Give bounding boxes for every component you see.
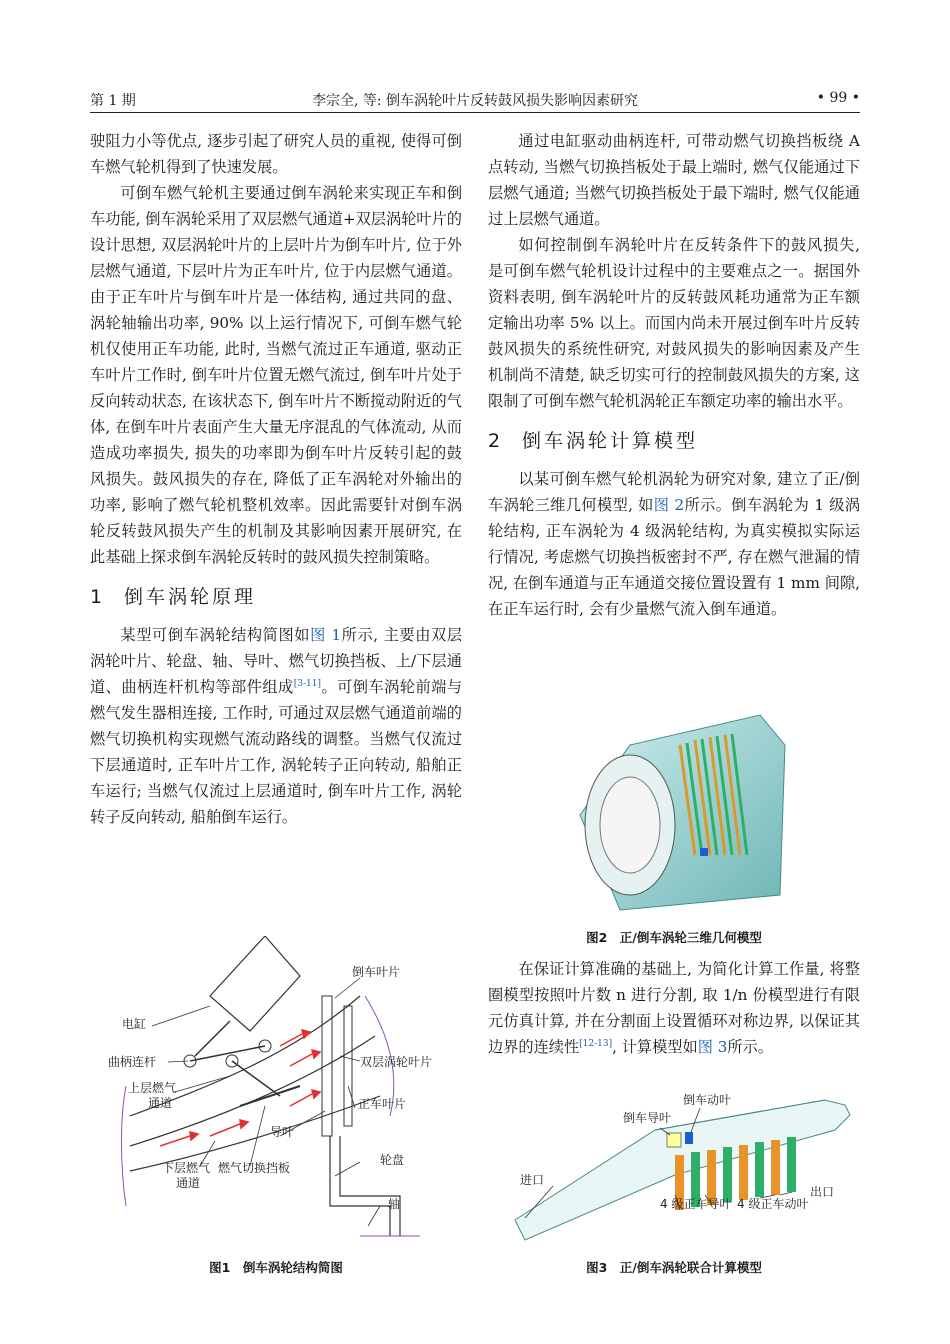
label-upper-channel-2: 通道 — [148, 1096, 173, 1110]
paragraph: 在保证计算准确的基础上, 为简化计算工作量, 将整圈模型按照叶片数 n 进行分割, 取 1/n 份模型进行有限元仿真计算, 并在分割面上设置循环对称边界, 以保证其边界的连续性[12-13], 计算模型如图 3所示。 — [488, 960, 860, 1056]
left-column — [90, 128, 462, 830]
label-inlet: 进口 — [520, 1173, 545, 1187]
label-actuator: 电缸 — [122, 1017, 147, 1031]
running-header — [90, 88, 860, 113]
citation-link[interactable]: [12-13] — [579, 1038, 613, 1049]
label-dual-blade: 双层涡轮叶片 — [360, 1055, 433, 1069]
figure-3-caption: 图3 正/倒车涡轮联合计算模型 — [586, 1260, 762, 1275]
right-column — [488, 128, 860, 622]
paragraph: 以某可倒车燃气轮机涡轮为研究对象, 建立了正/倒车涡轮三维几何模型, 如图 2所示。倒车涡轮为 1 级涡轮结构, 正车涡轮为 4 级涡轮结构, 为真实模拟实际运行情况, 考虑燃气切换挡板密封不严, 存在燃气泄漏的情况, 在倒车通道与正车通道交接位置设置有 1 mm 间隙, 在正车运行时, 会有少量燃气流入倒车通道。 — [488, 470, 860, 618]
label-lower-channel-2: 通道 — [176, 1176, 201, 1190]
label-shaft: 轴 — [388, 1197, 401, 1211]
label-crank: 曲柄连杆 — [108, 1055, 157, 1069]
running-title: 李宗全, 等: 倒车涡轮叶片反转鼓风损失影响因素研究 — [311, 93, 639, 109]
label-fwd-rotors: 4 级正车动叶 — [737, 1197, 809, 1211]
section-heading-2 — [488, 428, 860, 454]
figure-3-diagram — [505, 1090, 860, 1250]
issue-number: 第 1 期 — [90, 93, 136, 109]
label-reverse-blade: 倒车叶片 — [352, 965, 401, 979]
section-heading-1 — [90, 584, 462, 610]
figure-1-caption: 图1 倒车涡轮结构简图 — [209, 1260, 343, 1275]
citation-link[interactable]: [3-11] — [293, 678, 321, 689]
label-reverse-rotor: 倒车动叶 — [683, 1093, 732, 1107]
paragraph: 可倒车燃气轮机主要通过倒车涡轮来实现正车和倒车功能, 倒车涡轮采用了双层燃气通道+双层涡轮叶片的设计思想, 双层涡轮叶片的上层叶片为倒车叶片, 位于外层燃气通道, 下层叶片为正车叶片, 位于内层燃气通道。由于正车叶片与倒车叶片是一体结构, 通过共同的盘、涡轮轴输出功率, 90% 以上运行情况下, 可倒车燃气轮机仅使用正车功能, 此时, 当燃气流过正车通道, 驱动正车叶片工作时, 倒车叶片位置无燃气流过, 倒车叶片处于反向转动状态, 在该状态下, 倒车叶片不断搅动附近的气体, 在倒车叶片表面产生大量无序混乱的气体流动, 从而造成功率损失, 损失的功率即为倒车叶片反转引起的鼓风损失。鼓风损失的存在, 降低了正车涡轮对外输出的功率, 影响了燃气轮机整机效率。因此需要针对倒车涡轮反转鼓风损失产生的机制及其影响因素开展研究, 在此基础上探求倒车涡轮反转时的鼓风损失控制策略。 — [90, 184, 462, 566]
label-disk: 轮盘 — [380, 1153, 405, 1167]
section-number: 1 — [90, 586, 103, 608]
label-lower-channel: 下层燃气 — [162, 1161, 211, 1175]
label-fwd-vanes: 4 级正车导叶 — [660, 1197, 732, 1211]
figure-2-caption: 图2 正/倒车涡轮三维几何模型 — [586, 930, 762, 945]
label-forward-blade: 正车叶片 — [358, 1097, 407, 1111]
section-title: 倒车涡轮原理 — [124, 586, 257, 608]
section-number: 2 — [488, 430, 501, 452]
paragraph: 如何控制倒车涡轮叶片在反转条件下的鼓风损失, 是可倒车燃气轮机设计过程中的主要难点之一。据国外资料表明, 倒车涡轮叶片的反转鼓风耗功通常为正车额定输出功率 5% 以上。而国内尚未开展过倒车叶片反转鼓风损失的系统性研究, 对鼓风损失的影响因素及产生机制尚不清楚, 缺乏切实可行的控制鼓风损失的方案, 这限制了可倒车燃气轮机涡轮正车额定功率的输出水平。 — [488, 236, 860, 410]
paragraph: 驶阻力小等优点, 逐步引起了研究人员的重视, 使得可倒车燃气轮机得到了快速发展。 — [90, 132, 462, 176]
figure-2-3d-model — [560, 705, 800, 915]
right-column-lower — [488, 956, 860, 1060]
figure-link[interactable]: 图 1 — [310, 626, 342, 644]
paragraph: 某型可倒车涡轮结构简图如图 1所示, 主要由双层涡轮叶片、轮盘、轴、导叶、燃气切换挡板、上/下层通道、曲柄连杆机构等部件组成[3-11]。可倒车涡轮前端与燃气发生器相连接, 工作时, 可通过双层燃气通道前端的燃气切换机构实现燃气流动路线的调整。当燃气仅流过下层通道时, 正车叶片工作, 涡轮转子正向转动, 船舶正车运行; 当燃气仅流过上层通道时, 倒车叶片工作, 涡轮转子反向转动, 船舶倒车运行。 — [90, 626, 463, 826]
figure-link[interactable]: 图 2 — [653, 496, 685, 514]
page-number: • 99 • — [816, 90, 860, 106]
label-switch-plate: 燃气切换挡板 — [218, 1161, 291, 1175]
figure-link[interactable]: 图 3 — [697, 1038, 728, 1056]
paragraph: 通过电缸驱动曲柄连杆, 可带动燃气切换挡板绕 A 点转动, 当燃气切换挡板处于最上端时, 燃气仅能通过下层燃气通道; 当燃气切换挡板处于最下端时, 燃气仅能通过上层燃气通道。 — [488, 132, 860, 228]
figure-1-diagram — [90, 936, 462, 1252]
section-title: 倒车涡轮计算模型 — [522, 430, 699, 452]
label-reverse-vane: 倒车导叶 — [623, 1111, 672, 1125]
label-vane: 导叶 — [270, 1125, 295, 1139]
label-upper-channel: 上层燃气 — [128, 1081, 177, 1095]
label-outlet: 出口 — [810, 1185, 835, 1199]
